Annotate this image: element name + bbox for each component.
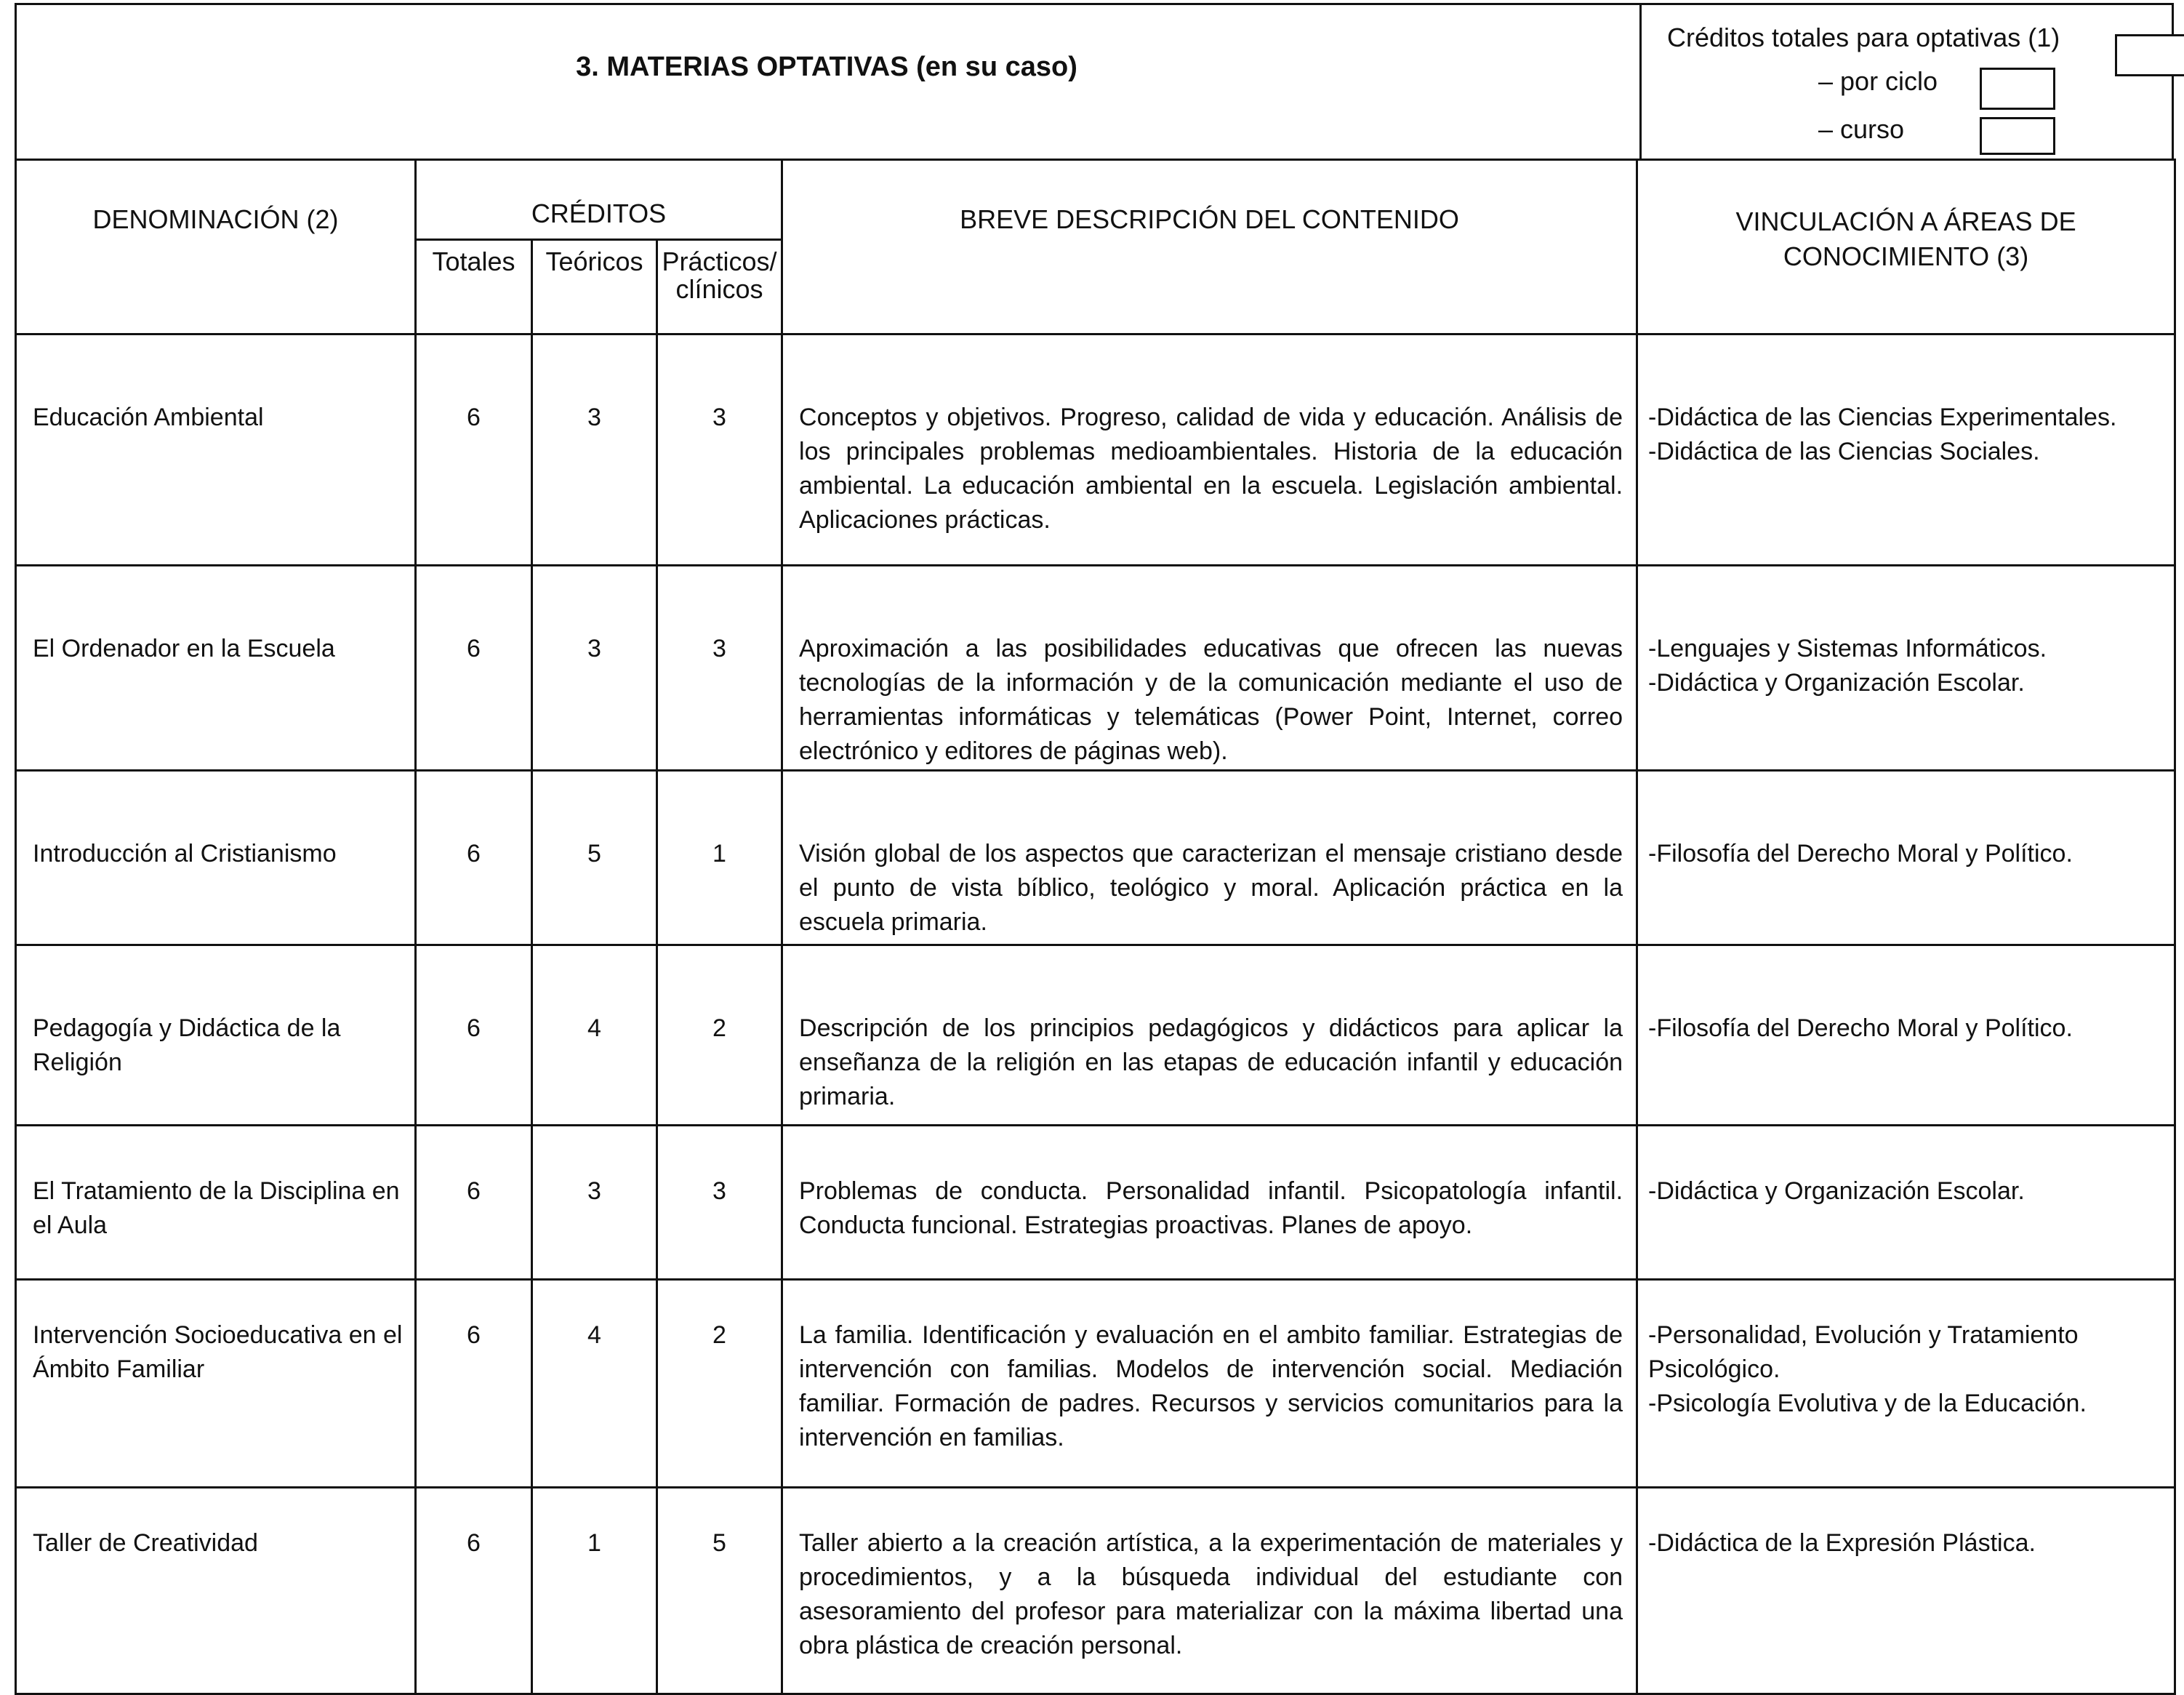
- table-row: [16, 771, 2175, 945]
- cell-totales: 6: [416, 1488, 532, 1694]
- cell-teoricos: 5: [532, 771, 657, 945]
- cell-vinculacion: -Lenguajes y Sistemas Informáticos. -Didáctica y Organización Escolar.: [1637, 566, 2175, 771]
- cell-teoricos: 1: [532, 1488, 657, 1694]
- credits-course-box[interactable]: [1980, 117, 2055, 155]
- header-practicos: Prácticos/ clínicos: [657, 240, 782, 334]
- cell-totales: 6: [416, 1126, 532, 1280]
- cell-vinculacion: -Didáctica de la Expresión Plástica.: [1637, 1488, 2175, 1694]
- cell-teoricos: 3: [532, 566, 657, 771]
- cell-descripcion: Descripción de los principios pedagógicos y didácticos para aplicar la enseñanza de la religión en las etapas de educación infantil y educación primaria.: [782, 945, 1637, 1126]
- header-totales: Totales: [416, 240, 532, 334]
- cell-totales: 6: [416, 771, 532, 945]
- cell-descripcion: Conceptos y objetivos. Progreso, calidad de vida y educación. Análisis de los principales problemas medioambientales. Historia de la educación ambiental. La educación ambiental en la escuela. Legislación ambiental. Aplicaciones prácticas.: [782, 334, 1637, 566]
- credits-summary: [1642, 5, 2176, 161]
- credits-cycle-label: – por ciclo: [1818, 66, 1938, 96]
- cell-totales: 6: [416, 334, 532, 566]
- cell-denominacion: Intervención Socioeducativa en el Ámbito Familiar: [16, 1280, 416, 1488]
- cell-practicos: 5: [657, 1488, 782, 1694]
- cell-practicos: 1: [657, 771, 782, 945]
- section-header: [15, 3, 2174, 159]
- cell-descripcion: Taller abierto a la creación artística, a la experimentación de materiales y procedimientos, y a la búsqueda individual del estudiante con asesoramiento del profesor para materializar con la máxima libertad una obra plástica de creación personal.: [782, 1488, 1637, 1694]
- section-title: 3. MATERIAS OPTATIVAS (en su caso): [576, 52, 1077, 82]
- cell-vinculacion: -Personalidad, Evolución y Tratamiento Psicológico. -Psicología Evolutiva y de la Educación.: [1637, 1280, 2175, 1488]
- cell-practicos: 2: [657, 1280, 782, 1488]
- cell-teoricos: 3: [532, 1126, 657, 1280]
- credits-total-label: Créditos totales para optativas (1): [1667, 23, 2060, 52]
- cell-teoricos: 4: [532, 945, 657, 1126]
- cell-denominacion: El Tratamiento de la Disciplina en el Aula: [16, 1126, 416, 1280]
- cell-practicos: 2: [657, 945, 782, 1126]
- header-creditos: CRÉDITOS: [416, 160, 782, 240]
- cell-denominacion: Introducción al Cristianismo: [16, 771, 416, 945]
- table-row: [16, 1488, 2175, 1694]
- header-teoricos: Teóricos: [532, 240, 657, 334]
- table-row: [16, 334, 2175, 566]
- cell-teoricos: 4: [532, 1280, 657, 1488]
- table-row: [16, 566, 2175, 771]
- cell-totales: 6: [416, 945, 532, 1126]
- header-vinculacion: VINCULACIÓN A ÁREAS DE CONOCIMIENTO (3): [1637, 160, 2175, 334]
- cell-totales: 6: [416, 1280, 532, 1488]
- cell-practicos: 3: [657, 566, 782, 771]
- credits-course-label: – curso: [1818, 114, 1905, 144]
- cell-practicos: 3: [657, 1126, 782, 1280]
- table-row: [16, 1126, 2175, 1280]
- cell-teoricos: 3: [532, 334, 657, 566]
- table-row: [16, 945, 2175, 1126]
- cell-practicos: 3: [657, 334, 782, 566]
- cell-vinculacion: -Didáctica de las Ciencias Experimentales. -Didáctica de las Ciencias Sociales.: [1637, 334, 2175, 566]
- cell-vinculacion: -Didáctica y Organización Escolar.: [1637, 1126, 2175, 1280]
- credits-total-box[interactable]: [2115, 34, 2184, 76]
- header-denominacion: DENOMINACIÓN (2): [16, 160, 416, 334]
- cell-vinculacion: -Filosofía del Derecho Moral y Político.: [1637, 771, 2175, 945]
- cell-totales: 6: [416, 566, 532, 771]
- cell-vinculacion: -Filosofía del Derecho Moral y Político.: [1637, 945, 2175, 1126]
- cell-descripcion: La familia. Identificación y evaluación en el ambito familiar. Estrategias de intervención con familias. Modelos de intervención social. Mediación familiar. Formación de padres. Recursos y servicios comunitarios para la intervención en familias.: [782, 1280, 1637, 1488]
- credits-cycle-box[interactable]: [1980, 68, 2055, 110]
- header-descripcion: BREVE DESCRIPCIÓN DEL CONTENIDO: [782, 160, 1637, 334]
- cell-descripcion: Problemas de conducta. Personalidad infantil. Psicopatología infantil. Conducta funcional. Estrategias proactivas. Planes de apoyo.: [782, 1126, 1637, 1280]
- cell-denominacion: Educación Ambiental: [16, 334, 416, 566]
- header-divider: [1639, 5, 1642, 161]
- cell-denominacion: El Ordenador en la Escuela: [16, 566, 416, 771]
- cell-denominacion: Pedagogía y Didáctica de la Religión: [16, 945, 416, 1126]
- optional-subjects-table: [15, 159, 2176, 1695]
- cell-descripcion: Visión global de los aspectos que caracterizan el mensaje cristiano desde el punto de vista bíblico, teológico y moral. Aplicación práctica en la escuela primaria.: [782, 771, 1637, 945]
- cell-denominacion: Taller de Creatividad: [16, 1488, 416, 1694]
- table-row: [16, 1280, 2175, 1488]
- cell-descripcion: Aproximación a las posibilidades educativas que ofrecen las nuevas tecnologías de la información y de la comunicación mediante el uso de herramientas informáticas y telemáticas (Power Point, Internet, correo electrónico y editores de páginas web).: [782, 566, 1637, 771]
